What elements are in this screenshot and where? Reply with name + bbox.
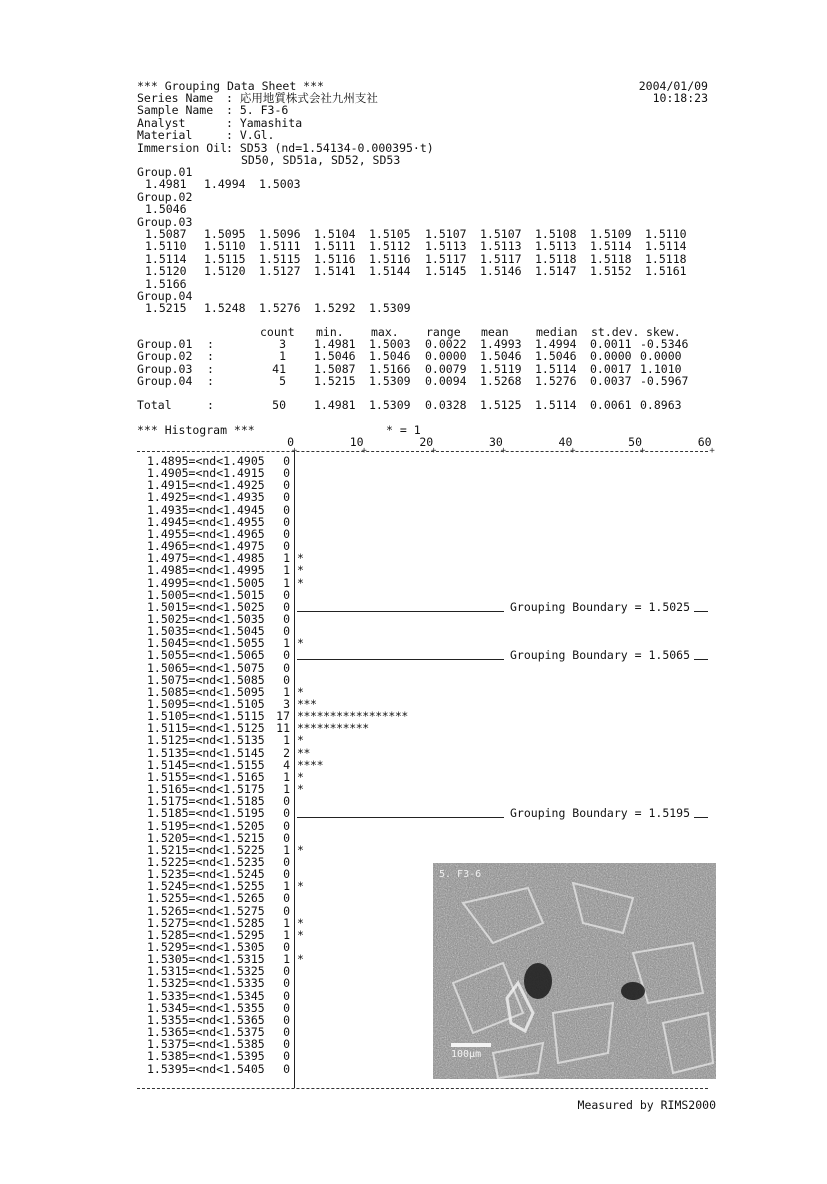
group-value: 1.5003 xyxy=(259,177,301,192)
axis-tick-label: 50 xyxy=(628,435,642,449)
histogram-bin-count: 0 xyxy=(283,891,290,906)
histogram-bin-count: 4 xyxy=(283,757,290,772)
histogram-bar: * xyxy=(297,879,304,894)
group-value: 1.5161 xyxy=(645,264,687,279)
histogram-bin-count: 0 xyxy=(283,940,290,954)
group-label: Group.04 xyxy=(137,289,193,303)
axis-tick-label: 40 xyxy=(558,435,573,449)
histogram-bin-label: 1.5295=<nd<1.5305 xyxy=(147,940,265,954)
histogram-bin-label: 1.5225=<nd<1.5235 xyxy=(147,854,265,869)
histogram-bin-label: 1.5335=<nd<1.5345 xyxy=(147,988,265,1003)
stats-row-label: Total xyxy=(137,398,172,412)
histogram-bin-count: 0 xyxy=(283,454,290,468)
histogram-bin-label: 1.5395=<nd<1.5405 xyxy=(147,1061,265,1076)
header-field-label: Immersion Oil xyxy=(137,140,228,155)
group-value: 1.5145 xyxy=(425,264,467,279)
stats-value: 1.5114 xyxy=(535,361,577,376)
group-value: 1.5113 xyxy=(535,239,577,254)
histogram-bin-label: 1.4945=<nd<1.4955 xyxy=(147,514,265,529)
histogram-bin-count: 0 xyxy=(283,1049,290,1064)
stats-value: -0.5346 xyxy=(640,337,689,351)
histogram-bin-count: 0 xyxy=(283,806,290,821)
stats-header: median xyxy=(536,325,578,339)
header-field-value: : V.Gl. xyxy=(226,128,275,143)
histogram-bin-count: 1 xyxy=(283,733,290,748)
stats-value: 1.5003 xyxy=(369,337,411,351)
stats-value: 0.0328 xyxy=(425,398,467,412)
histogram-bin-label: 1.5365=<nd<1.5375 xyxy=(147,1025,265,1040)
group-value: 1.5118 xyxy=(645,251,687,266)
histogram-bar: * xyxy=(297,952,304,967)
group-value: 1.5144 xyxy=(369,264,411,279)
histogram-bin-label: 1.5055=<nd<1.5065 xyxy=(147,648,265,663)
group-value: 1.5120 xyxy=(145,264,187,279)
stats-value: 1.4981 xyxy=(314,398,356,412)
histogram-bin-count: 3 xyxy=(283,697,290,711)
group-value: 1.5115 xyxy=(204,251,246,266)
group-value: 1.5087 xyxy=(145,227,187,241)
histogram-bin-label: 1.5045=<nd<1.5055 xyxy=(147,636,265,651)
group-value: 1.5166 xyxy=(145,276,187,291)
group-value: 1.5110 xyxy=(145,239,187,254)
histogram-bin-count: 0 xyxy=(283,599,290,614)
group-value: 1.5114 xyxy=(645,239,687,254)
group-label: Group.02 xyxy=(137,189,193,204)
histogram-bin-label: 1.4995=<nd<1.5005 xyxy=(147,575,265,590)
histogram-bin-label: 1.5375=<nd<1.5385 xyxy=(147,1037,265,1052)
histogram-bar: *** xyxy=(297,697,317,711)
histogram-bar: * xyxy=(297,769,304,784)
histogram-bar: * xyxy=(297,636,304,651)
histogram-bin-count: 0 xyxy=(283,466,290,481)
group-value: 1.5115 xyxy=(259,251,301,266)
histogram-bar: ***************** xyxy=(297,709,408,724)
histogram-bin-count: 1 xyxy=(283,563,290,578)
stats-value: 1.5114 xyxy=(535,398,577,412)
histogram-bin-label: 1.5025=<nd<1.5035 xyxy=(147,611,265,626)
group-value: 1.5116 xyxy=(314,251,356,266)
histogram-bin-count: 1 xyxy=(283,842,290,857)
stats-value: 0.0061 xyxy=(590,398,632,412)
group-value: 1.5113 xyxy=(480,239,522,254)
axis-tick-mark: + xyxy=(430,446,437,456)
grouping-boundary-tail xyxy=(694,611,708,612)
stats-value: 0.0037 xyxy=(590,374,632,389)
histogram-bin-label: 1.5215=<nd<1.5225 xyxy=(147,842,265,857)
group-label: Group.03 xyxy=(137,214,193,229)
stats-row-label: Group.04 xyxy=(137,374,193,389)
histogram-bin-label: 1.5145=<nd<1.5155 xyxy=(147,757,265,772)
stats-value: -0.5967 xyxy=(640,374,689,389)
group-value: 1.5292 xyxy=(314,301,356,316)
histogram-bar: * xyxy=(297,927,304,942)
histogram-bin-count: 0 xyxy=(283,1061,290,1076)
histogram-bin-count: 0 xyxy=(283,587,290,602)
histogram-top-rule xyxy=(137,451,708,452)
histogram-bin-count: 0 xyxy=(283,988,290,1003)
histogram-bin-count: 0 xyxy=(283,1000,290,1015)
histogram-bin-count: 1 xyxy=(283,636,290,651)
micrograph-scale-bar: 100μm xyxy=(451,1049,482,1060)
header-field-label: Series Name xyxy=(137,91,214,105)
group-value: 1.5114 xyxy=(145,251,187,266)
axis-tick-label: 10 xyxy=(349,435,364,449)
histogram-bin-label: 1.4975=<nd<1.4985 xyxy=(147,551,265,566)
sheet-time: 10:18:23 xyxy=(652,91,708,105)
histogram-bin-label: 1.5275=<nd<1.5285 xyxy=(147,915,265,930)
stats-value: 1.5125 xyxy=(480,398,522,412)
histogram-bin-label: 1.5075=<nd<1.5085 xyxy=(147,672,265,687)
group-value: 1.5118 xyxy=(535,251,577,266)
axis-tick-label: 0 xyxy=(287,435,294,449)
sheet-title: *** Grouping Data Sheet *** xyxy=(137,79,324,93)
group-value: 1.5096 xyxy=(259,227,301,241)
group-value: 1.5276 xyxy=(259,301,301,316)
histogram-bin-label: 1.4895=<nd<1.4905 xyxy=(147,454,265,468)
glass-shard-micrograph xyxy=(433,863,716,1079)
histogram-bin-label: 1.5265=<nd<1.5275 xyxy=(147,903,265,918)
axis-tick-mark: + xyxy=(500,446,506,456)
stats-value: 0.0000 xyxy=(425,349,467,364)
grouping-boundary-line xyxy=(297,611,504,612)
histogram-bin-label: 1.4915=<nd<1.4925 xyxy=(147,478,265,493)
axis-tick-mark: + xyxy=(709,446,715,456)
histogram-bin-label: 1.5325=<nd<1.5335 xyxy=(147,976,265,991)
stats-value: 1.5309 xyxy=(369,398,411,412)
histogram-unit-note: * = 1 xyxy=(386,423,421,437)
stats-header: range xyxy=(426,325,461,339)
histogram-title: *** Histogram *** xyxy=(137,423,255,437)
histogram-bin-count: 0 xyxy=(283,539,290,554)
stats-count: 50 xyxy=(272,398,286,412)
axis-tick-mark: + xyxy=(639,446,646,456)
stats-row-label: Group.03 xyxy=(137,361,193,376)
histogram-bar: * xyxy=(297,915,304,930)
stats-value: 1.5276 xyxy=(535,374,577,389)
histogram-bin-label: 1.4955=<nd<1.4965 xyxy=(147,526,265,541)
histogram-bin-count: 0 xyxy=(283,514,290,529)
histogram-bin-label: 1.5125=<nd<1.5135 xyxy=(147,733,265,748)
group-value: 1.5147 xyxy=(535,264,577,279)
histogram-bin-count: 0 xyxy=(283,648,290,663)
group-value: 1.5105 xyxy=(369,227,411,241)
histogram-bin-count: 0 xyxy=(283,624,290,639)
stats-count: 3 xyxy=(279,337,286,351)
histogram-bin-count: 1 xyxy=(283,684,290,699)
stats-row-label: Group.01 xyxy=(137,337,193,351)
histogram-bin-count: 1 xyxy=(283,927,290,942)
header-field-label: Analyst xyxy=(137,115,186,130)
sheet-date: 2004/01/09 xyxy=(638,79,708,93)
stats-value: 0.0000 xyxy=(590,349,632,364)
grouping-boundary-label: Grouping Boundary = 1.5195 xyxy=(510,806,691,821)
axis-tick-mark: + xyxy=(361,446,367,456)
histogram-bin-count: 0 xyxy=(283,903,290,918)
group-value: 1.5111 xyxy=(259,239,301,254)
histogram-bin-label: 1.4965=<nd<1.4975 xyxy=(147,539,265,554)
group-value: 1.5110 xyxy=(645,227,687,241)
stats-header: st.dev. xyxy=(591,325,640,339)
histogram-bin-count: 0 xyxy=(283,1025,290,1040)
histogram-bar: *********** xyxy=(297,721,369,736)
histogram-bin-label: 1.5005=<nd<1.5015 xyxy=(147,587,265,602)
stats-value: 1.5046 xyxy=(369,349,411,364)
stats-row-label: Group.02 xyxy=(137,349,193,364)
histogram-bin-count: 0 xyxy=(283,1037,290,1052)
group-value: 1.5118 xyxy=(590,251,632,266)
histogram-bin-label: 1.5095=<nd<1.5105 xyxy=(147,697,265,711)
group-value: 1.5248 xyxy=(204,301,246,316)
group-value: 1.5095 xyxy=(204,227,246,241)
group-value: 1.5117 xyxy=(425,251,467,266)
histogram-bar: * xyxy=(297,684,304,699)
stats-value: 1.5215 xyxy=(314,374,356,389)
histogram-bin-count: 0 xyxy=(283,490,290,505)
histogram-bin-count: 0 xyxy=(283,660,290,675)
group-value: 1.5113 xyxy=(425,239,467,254)
histogram-bin-label: 1.5245=<nd<1.5255 xyxy=(147,879,265,894)
stats-value: 0.0094 xyxy=(425,374,467,389)
group-value: 1.5046 xyxy=(145,202,187,217)
histogram-bar: * xyxy=(297,563,304,578)
group-value: 1.5114 xyxy=(590,239,632,254)
group-value: 1.5112 xyxy=(369,239,411,254)
histogram-bin-label: 1.5385=<nd<1.5395 xyxy=(147,1049,265,1064)
histogram-bin-label: 1.5105=<nd<1.5115 xyxy=(147,709,265,724)
histogram-bin-label: 1.5285=<nd<1.5295 xyxy=(147,927,265,942)
stats-row-sep: : xyxy=(207,361,214,376)
histogram-bin-count: 0 xyxy=(283,976,290,991)
histogram-bin-label: 1.4985=<nd<1.4995 xyxy=(147,563,265,578)
group-value: 1.5109 xyxy=(590,227,632,241)
histogram-bin-count: 0 xyxy=(283,526,290,541)
histogram-bin-count: 1 xyxy=(283,551,290,566)
header-field-value: : Yamashita xyxy=(226,115,303,130)
stats-header: count xyxy=(260,325,295,339)
group-value: 1.5146 xyxy=(480,264,522,279)
stats-value: 1.5119 xyxy=(480,361,522,376)
grouping-boundary-tail xyxy=(694,659,708,660)
histogram-bin-label: 1.5235=<nd<1.5245 xyxy=(147,867,265,882)
group-value: 1.5104 xyxy=(314,227,356,241)
header-field-value: : SD53 (nd=1.54134-0.000395·t) xyxy=(226,140,434,155)
stats-value: 1.5046 xyxy=(535,349,577,364)
grouping-boundary-line xyxy=(297,817,504,818)
histogram-bin-label: 1.5155=<nd<1.5165 xyxy=(147,769,265,784)
group-value: 1.5141 xyxy=(314,264,356,279)
header-field-value: : 5. F3-6 xyxy=(226,103,289,118)
histogram-bar: ** xyxy=(297,745,311,760)
histogram-baseline xyxy=(294,451,295,1088)
histogram-bin-count: 1 xyxy=(283,575,290,590)
stats-value: 0.0017 xyxy=(590,361,632,376)
histogram-bin-count: 0 xyxy=(283,502,290,517)
header-field-value: : 応用地質株式会社九州支社 xyxy=(226,91,378,105)
group-value: 1.5107 xyxy=(425,227,467,241)
histogram-bin-label: 1.5315=<nd<1.5325 xyxy=(147,964,265,979)
histogram-bin-count: 0 xyxy=(283,854,290,869)
histogram-bin-label: 1.4925=<nd<1.4935 xyxy=(147,490,265,505)
axis-tick-mark: + xyxy=(291,446,298,456)
stats-count: 41 xyxy=(272,361,286,376)
stats-value: 0.0000 xyxy=(640,349,682,364)
axis-tick-label: 60 xyxy=(697,435,712,449)
stats-header: max. xyxy=(371,325,399,339)
histogram-bin-label: 1.5085=<nd<1.5095 xyxy=(147,684,265,699)
histogram-bin-count: 17 xyxy=(276,709,290,724)
histogram-bin-label: 1.5015=<nd<1.5025 xyxy=(147,599,265,614)
histogram-bar: * xyxy=(297,733,304,748)
histogram-bin-label: 1.5205=<nd<1.5215 xyxy=(147,830,265,845)
stats-value: 1.4993 xyxy=(480,337,522,351)
stats-value: 0.0022 xyxy=(425,337,467,351)
stats-row-sep: : xyxy=(207,398,214,412)
histogram-bin-count: 0 xyxy=(283,1012,290,1027)
group-value: 1.5309 xyxy=(369,301,411,316)
group-value: 1.4994 xyxy=(204,177,246,192)
histogram-bin-label: 1.5355=<nd<1.5365 xyxy=(147,1012,265,1027)
group-value: 1.5120 xyxy=(204,264,246,279)
histogram-bin-label: 1.5185=<nd<1.5195 xyxy=(147,806,265,821)
histogram-bin-count: 0 xyxy=(283,964,290,979)
group-value: 1.5117 xyxy=(480,251,522,266)
histogram-bar: * xyxy=(297,575,304,590)
micrograph-caption: 5. F3-6 xyxy=(439,869,482,880)
histogram-bin-label: 1.5195=<nd<1.5205 xyxy=(147,818,265,833)
histogram-bin-count: 0 xyxy=(283,611,290,626)
stats-value: 1.5087 xyxy=(314,361,356,376)
histogram-bin-label: 1.5035=<nd<1.5045 xyxy=(147,624,265,639)
group-value: 1.5152 xyxy=(590,264,632,279)
group-value: 1.4981 xyxy=(145,177,187,192)
group-value: 1.5116 xyxy=(369,251,411,266)
histogram-bin-count: 0 xyxy=(283,830,290,845)
axis-tick-label: 20 xyxy=(419,435,434,449)
grouping-boundary-line xyxy=(297,659,504,660)
histogram-bin-count: 0 xyxy=(283,478,290,493)
header-field-label: Sample Name xyxy=(137,103,214,118)
histogram-bin-count: 0 xyxy=(283,672,290,687)
histogram-bin-label: 1.5165=<nd<1.5175 xyxy=(147,782,265,797)
histogram-bin-label: 1.5255=<nd<1.5265 xyxy=(147,891,265,906)
stats-header: mean xyxy=(481,325,509,339)
histogram-bar: **** xyxy=(297,757,324,772)
group-value: 1.5127 xyxy=(259,264,301,279)
stats-value: 0.0079 xyxy=(425,361,467,376)
histogram-bin-count: 1 xyxy=(283,952,290,967)
stats-value: 1.5268 xyxy=(480,374,522,389)
group-value: 1.5215 xyxy=(145,301,187,316)
stats-value: 0.0011 xyxy=(590,337,632,351)
histogram-bin-count: 0 xyxy=(283,818,290,833)
stats-value: 1.5166 xyxy=(369,361,411,376)
grouping-boundary-label: Grouping Boundary = 1.5025 xyxy=(510,599,691,614)
header-field-label: Material xyxy=(137,128,193,143)
stats-value: 1.4981 xyxy=(314,337,356,351)
grouping-boundary-tail xyxy=(694,817,708,818)
axis-tick-label: 30 xyxy=(488,435,503,449)
histogram-bar: * xyxy=(297,782,304,797)
histogram-bin-count: 1 xyxy=(283,915,290,930)
group-value: 1.5110 xyxy=(204,239,246,254)
histogram-bin-count: 2 xyxy=(283,745,290,760)
histogram-bin-count: 11 xyxy=(276,721,290,736)
stats-value: 1.5046 xyxy=(314,349,356,364)
histogram-bin-count: 1 xyxy=(283,769,290,784)
histogram-bin-label: 1.5135=<nd<1.5145 xyxy=(147,745,265,760)
grouping-boundary-label: Grouping Boundary = 1.5065 xyxy=(510,648,691,663)
stats-header: min. xyxy=(316,325,344,339)
histogram-bin-count: 1 xyxy=(283,879,290,894)
axis-tick-mark: + xyxy=(570,446,576,456)
stats-count: 5 xyxy=(279,374,286,389)
stats-value: 1.1010 xyxy=(640,361,682,376)
histogram-bin-count: 0 xyxy=(283,794,290,809)
histogram-bin-label: 1.4935=<nd<1.4945 xyxy=(147,502,265,517)
histogram-bin-label: 1.5175=<nd<1.5185 xyxy=(147,794,265,809)
group-value: 1.5108 xyxy=(535,227,577,241)
histogram-bar: * xyxy=(297,551,304,566)
histogram-bin-label: 1.4905=<nd<1.4915 xyxy=(147,466,265,481)
histogram-bin-label: 1.5305=<nd<1.5315 xyxy=(147,952,265,967)
histogram-bin-count: 0 xyxy=(283,867,290,882)
histogram-bottom-rule xyxy=(137,1088,708,1089)
stats-value: 1.4994 xyxy=(535,337,577,351)
stats-header: skew. xyxy=(646,325,681,339)
immersion-oil-extra: SD50, SD51a, SD52, SD53 xyxy=(241,153,401,167)
micrograph-image xyxy=(433,863,716,1079)
footer-measured-by: Measured by RIMS2000 xyxy=(577,1098,716,1112)
histogram-bin-label: 1.5065=<nd<1.5075 xyxy=(147,660,265,675)
histogram-bin-count: 1 xyxy=(283,782,290,797)
histogram-bin-label: 1.5345=<nd<1.5355 xyxy=(147,1000,265,1015)
group-value: 1.5107 xyxy=(480,227,522,241)
stats-count: 1 xyxy=(279,349,286,364)
stats-value: 1.5309 xyxy=(369,374,411,389)
group-label: Group.01 xyxy=(137,165,193,179)
group-value: 1.5111 xyxy=(314,239,356,254)
stats-row-sep: : xyxy=(207,337,214,351)
histogram-bar: * xyxy=(297,842,304,857)
stats-row-sep: : xyxy=(207,349,214,364)
stats-value: 1.5046 xyxy=(480,349,522,364)
stats-row-sep: : xyxy=(207,374,214,389)
histogram-bin-label: 1.5115=<nd<1.5125 xyxy=(147,721,265,736)
stats-value: 0.8963 xyxy=(640,398,682,412)
